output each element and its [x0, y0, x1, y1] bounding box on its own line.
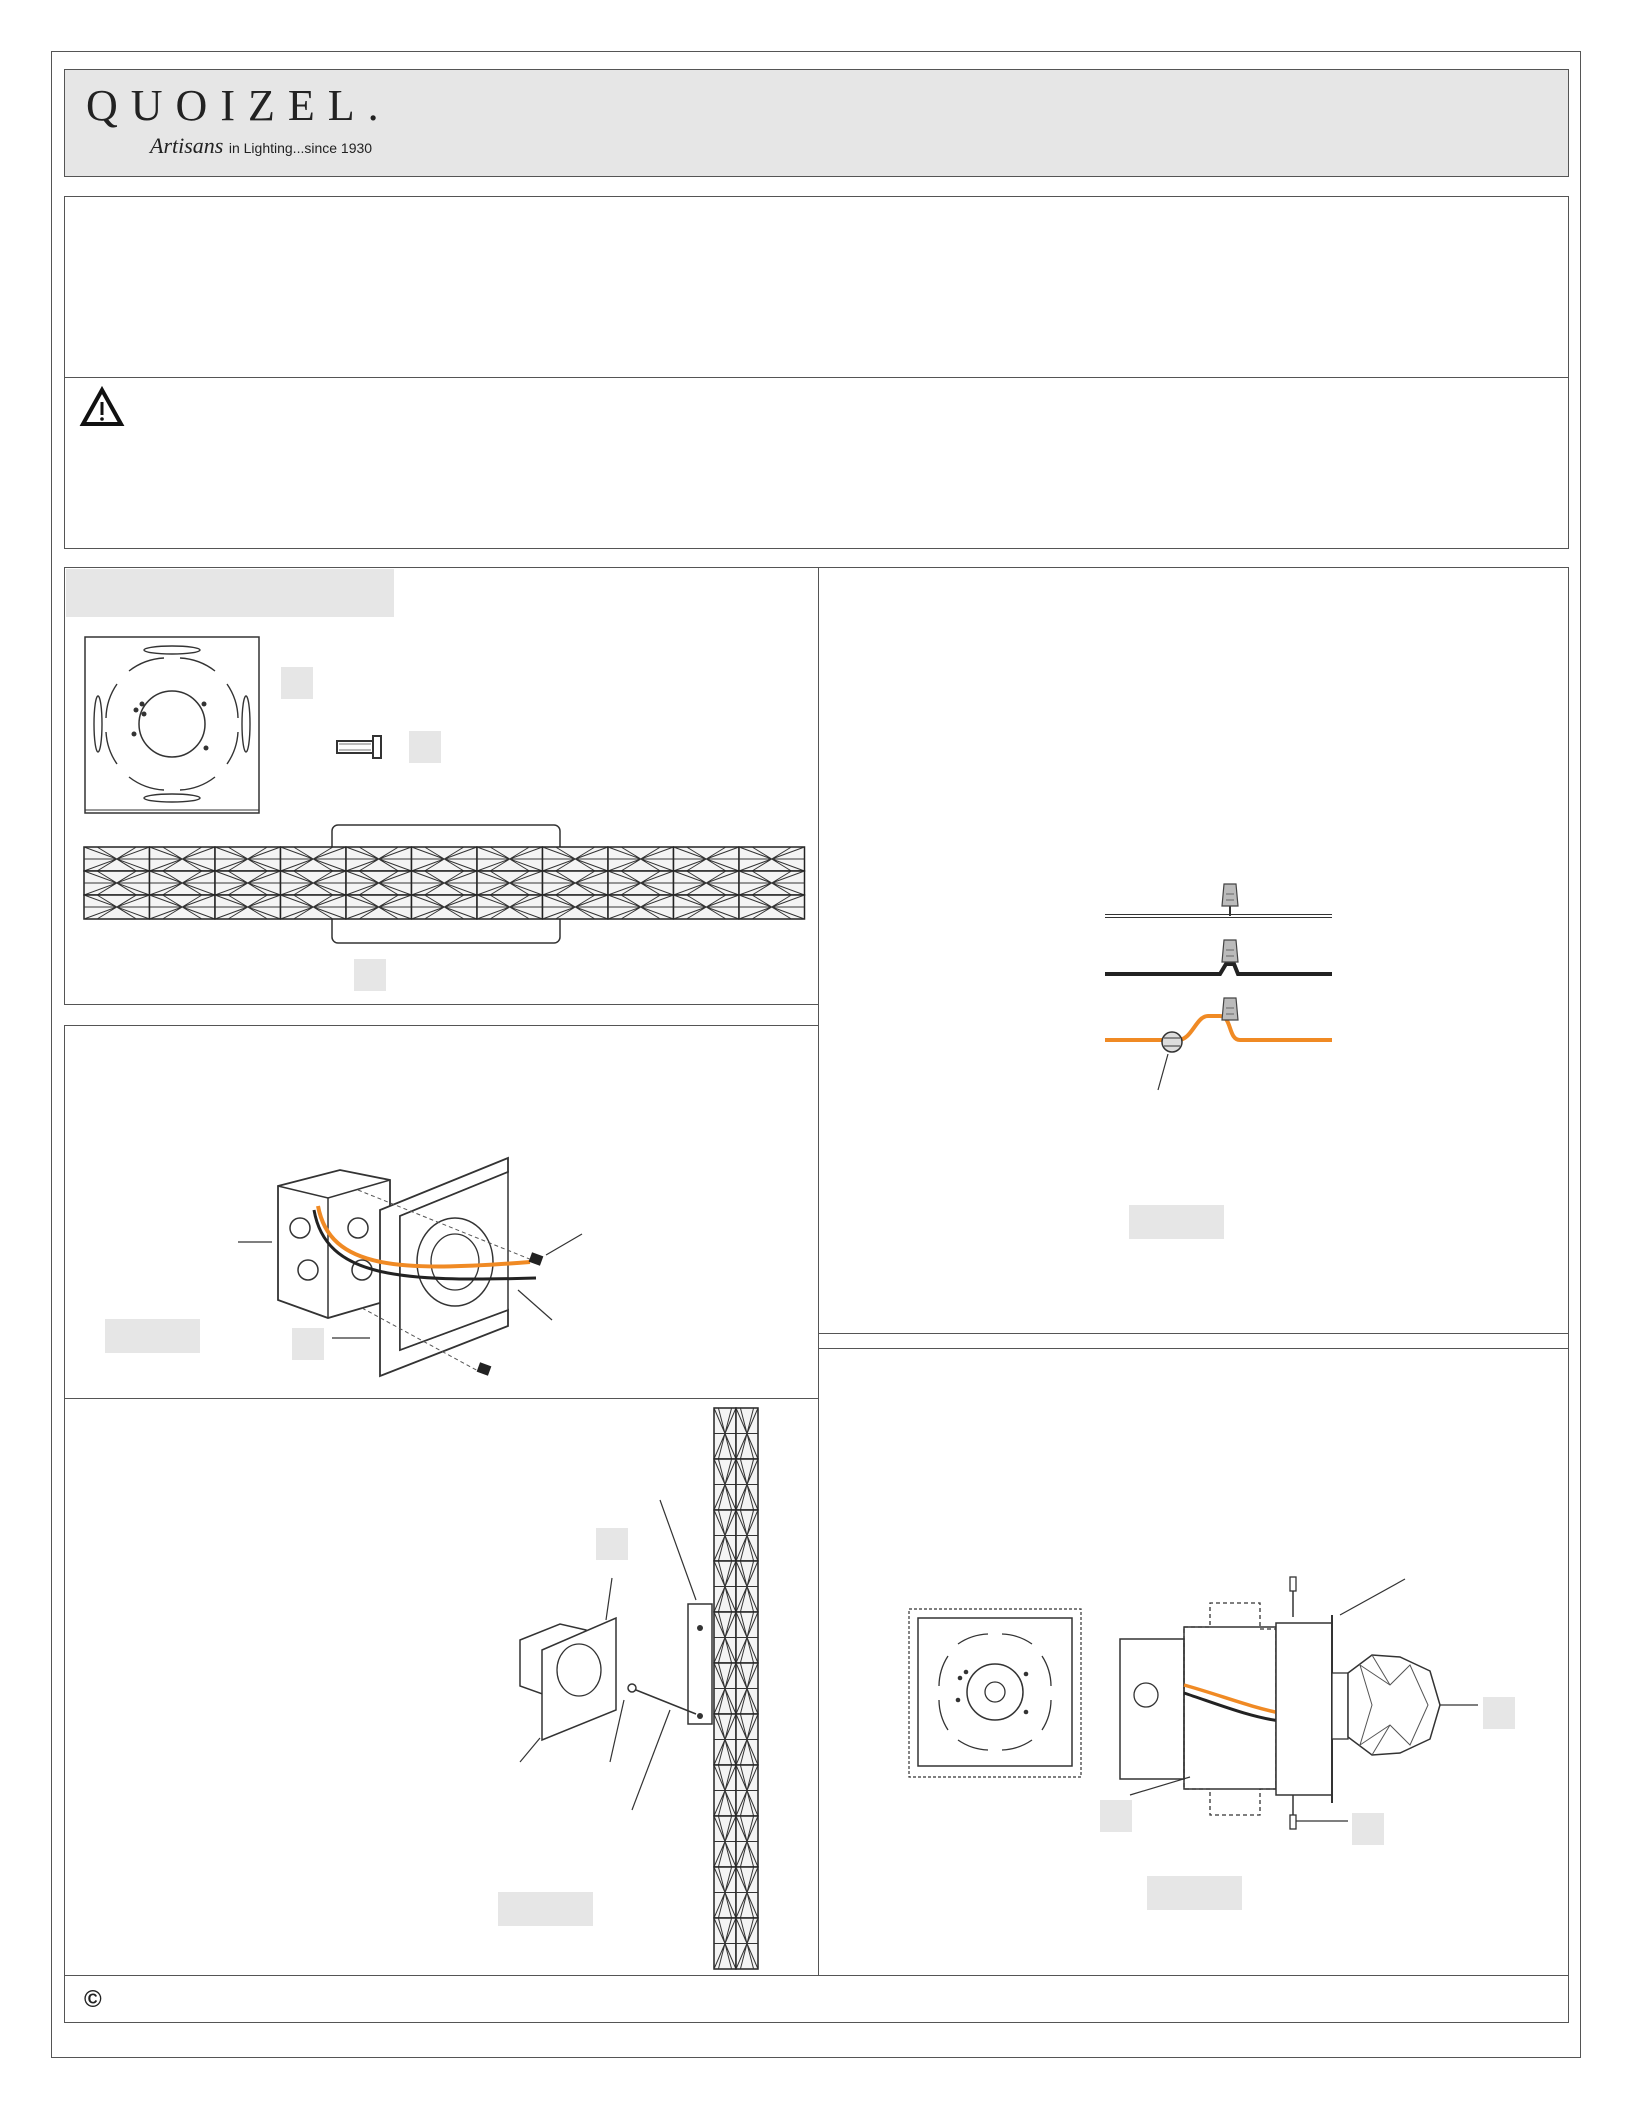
brand-tagline-script: Artisans	[150, 133, 224, 158]
mounting-plate-illustration	[84, 636, 260, 816]
wire-connection-diagram	[1100, 870, 1340, 1140]
parts-header-bar	[66, 569, 394, 617]
brand-tagline-rest: in Lighting...since 1930	[228, 140, 373, 156]
figure-label-3	[498, 1892, 593, 1926]
part-label-a	[281, 667, 313, 699]
part-label-c	[354, 959, 386, 991]
figure-label-4	[1147, 1876, 1242, 1910]
part-label-b	[409, 731, 441, 763]
figure-label-2	[1129, 1205, 1224, 1239]
warning-panel	[64, 377, 1569, 549]
assembly-label-plate	[1100, 1800, 1132, 1832]
screw-illustration	[335, 734, 385, 760]
copyright-icon: ©	[84, 1986, 102, 2013]
assembly-side-view-illustration	[1110, 1565, 1530, 1835]
footer-bar	[64, 1975, 1569, 2023]
fixture-mount-illustration	[520, 1500, 740, 1830]
assembly-label-fixture	[1483, 1697, 1515, 1729]
crystal-fixture-horizontal	[84, 823, 806, 943]
brand-tagline	[150, 133, 372, 159]
plate-detail-illustration	[908, 1608, 1082, 1778]
junction-box-illustration	[230, 1150, 610, 1390]
step-label-junction	[292, 1328, 324, 1360]
figure-label-1	[105, 1319, 200, 1353]
warning-triangle-icon	[80, 387, 124, 427]
step-label-fixture	[596, 1528, 628, 1560]
brand-logo: QUOIZEL.	[86, 81, 392, 130]
intro-panel	[64, 196, 1569, 378]
assembly-label-screw	[1352, 1813, 1384, 1845]
